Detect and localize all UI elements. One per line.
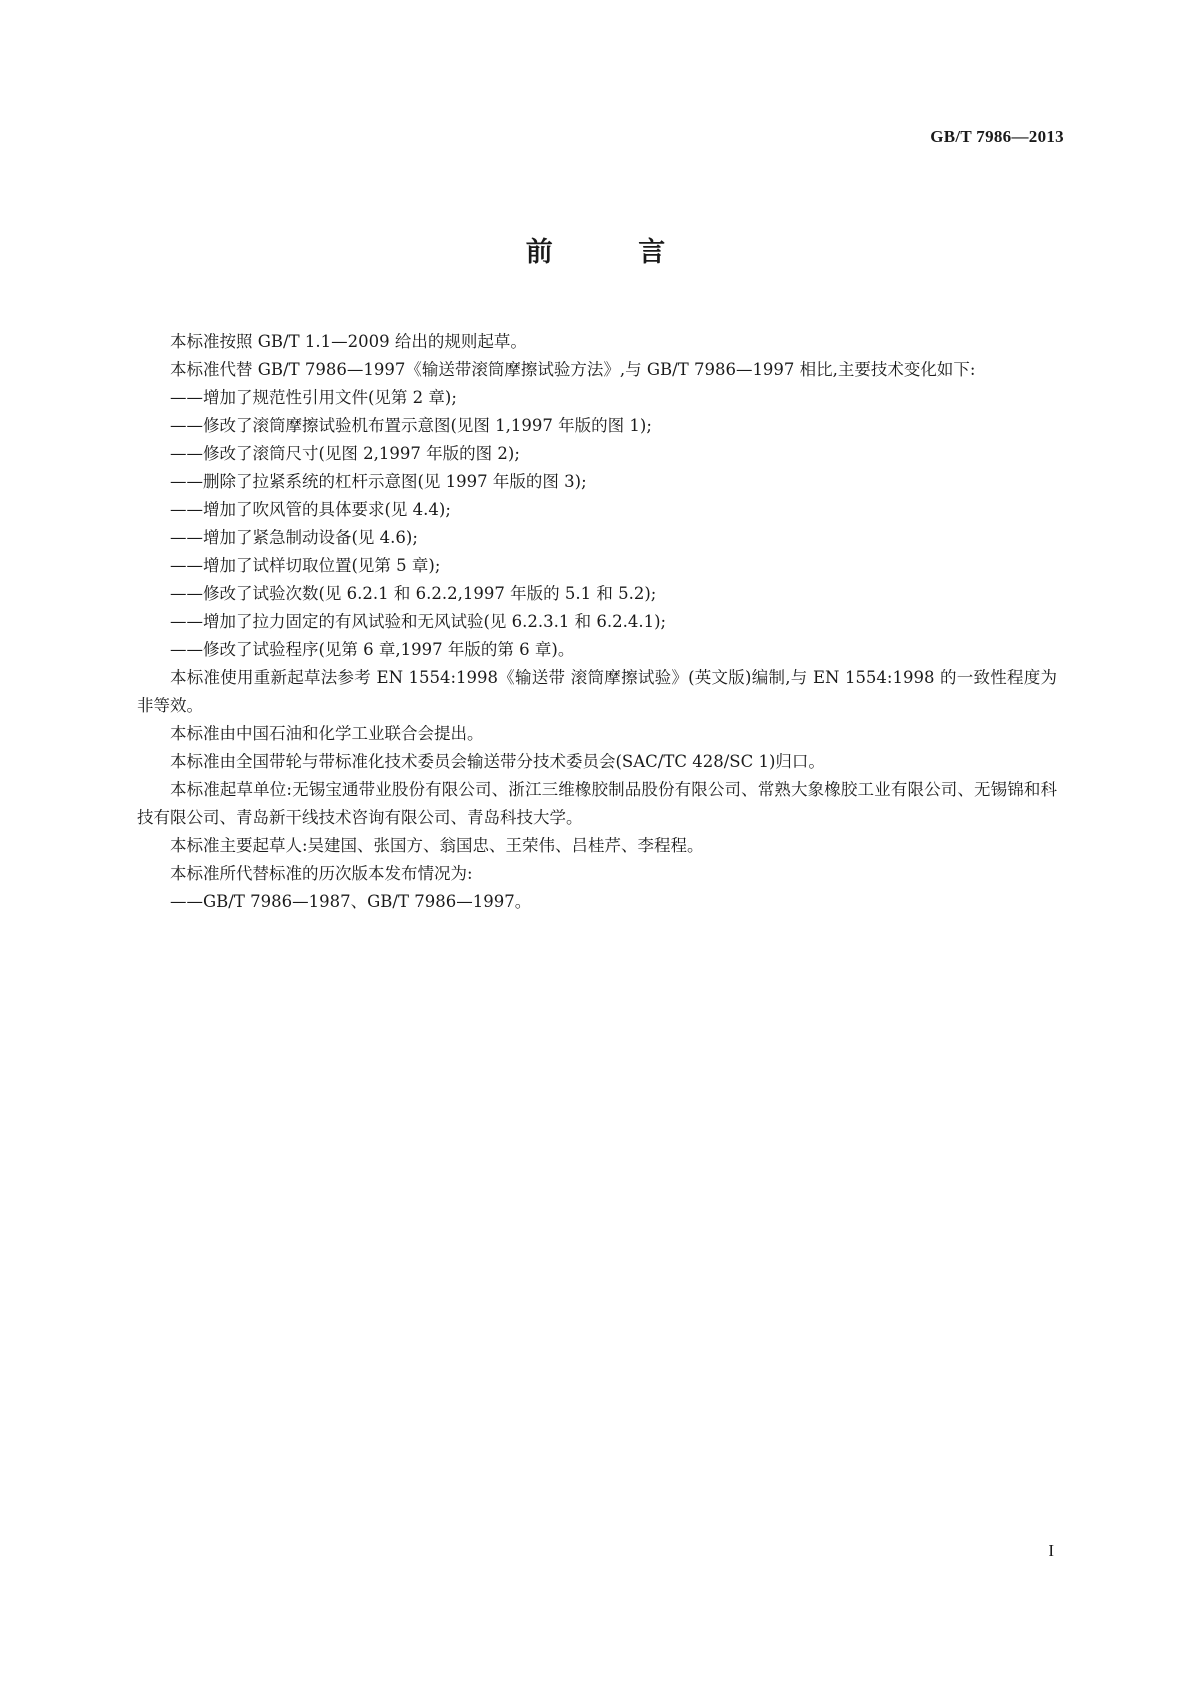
- change-list-item: ——增加了吹风管的具体要求(见 4.4);: [170, 500, 451, 519]
- foreword-body: [137, 328, 1057, 916]
- paragraph: 本标准起草单位:无锡宝通带业股份有限公司、浙江三维橡胶制品股份有限公司、常熟大象橡胶工业有限公司、无锡锦和科技有限公司、青岛新干线技术咨询有限公司、青岛科技大学。: [137, 780, 1057, 827]
- page-title: 前 言: [525, 237, 704, 268]
- change-list-item: ——修改了试验次数(见 6.2.1 和 6.2.2,1997 年版的 5.1 和 5.2);: [170, 584, 657, 603]
- paragraph: 本标准由中国石油和化学工业联合会提出。: [170, 724, 484, 743]
- page-number: I: [1048, 1541, 1054, 1560]
- paragraph: 本标准由全国带轮与带标准化技术委员会输送带分技术委员会(SAC/TC 428/SC 1)归口。: [170, 752, 825, 771]
- paragraph: 本标准所代替标准的历次版本发布情况为:: [170, 864, 473, 883]
- change-list-item: ——删除了拉紧系统的杠杆示意图(见 1997 年版的图 3);: [170, 472, 587, 491]
- change-list-item: ——增加了拉力固定的有风试验和无风试验(见 6.2.3.1 和 6.2.4.1);: [170, 612, 667, 631]
- standard-code: GB/T 7986—2013: [930, 127, 1064, 146]
- change-list-item: ——修改了试验程序(见第 6 章,1997 年版的第 6 章)。: [170, 640, 575, 659]
- version-history-item: ——GB/T 7986—1987、GB/T 7986—1997。: [170, 892, 532, 911]
- change-list-item: ——修改了滚筒尺寸(见图 2,1997 年版的图 2);: [170, 444, 520, 463]
- change-list-item: ——增加了规范性引用文件(见第 2 章);: [170, 388, 457, 407]
- paragraph: 本标准使用重新起草法参考 EN 1554:1998《输送带 滚筒摩擦试验》(英文版)编制,与 EN 1554:1998 的一致性程度为非等效。: [137, 668, 1057, 715]
- paragraph: 本标准代替 GB/T 7986—1997《输送带滚筒摩擦试验方法》,与 GB/T 7986—1997 相比,主要技术变化如下:: [170, 360, 976, 379]
- paragraph: 本标准按照 GB/T 1.1—2009 给出的规则起草。: [170, 332, 527, 351]
- change-list-item: ——增加了试样切取位置(见第 5 章);: [170, 556, 441, 575]
- change-list-item: ——修改了滚筒摩擦试验机布置示意图(见图 1,1997 年版的图 1);: [170, 416, 652, 435]
- paragraph: 本标准主要起草人:吴建国、张国方、翁国忠、王荣伟、吕桂芹、李程程。: [170, 836, 704, 855]
- change-list-item: ——增加了紧急制动设备(见 4.6);: [170, 528, 418, 547]
